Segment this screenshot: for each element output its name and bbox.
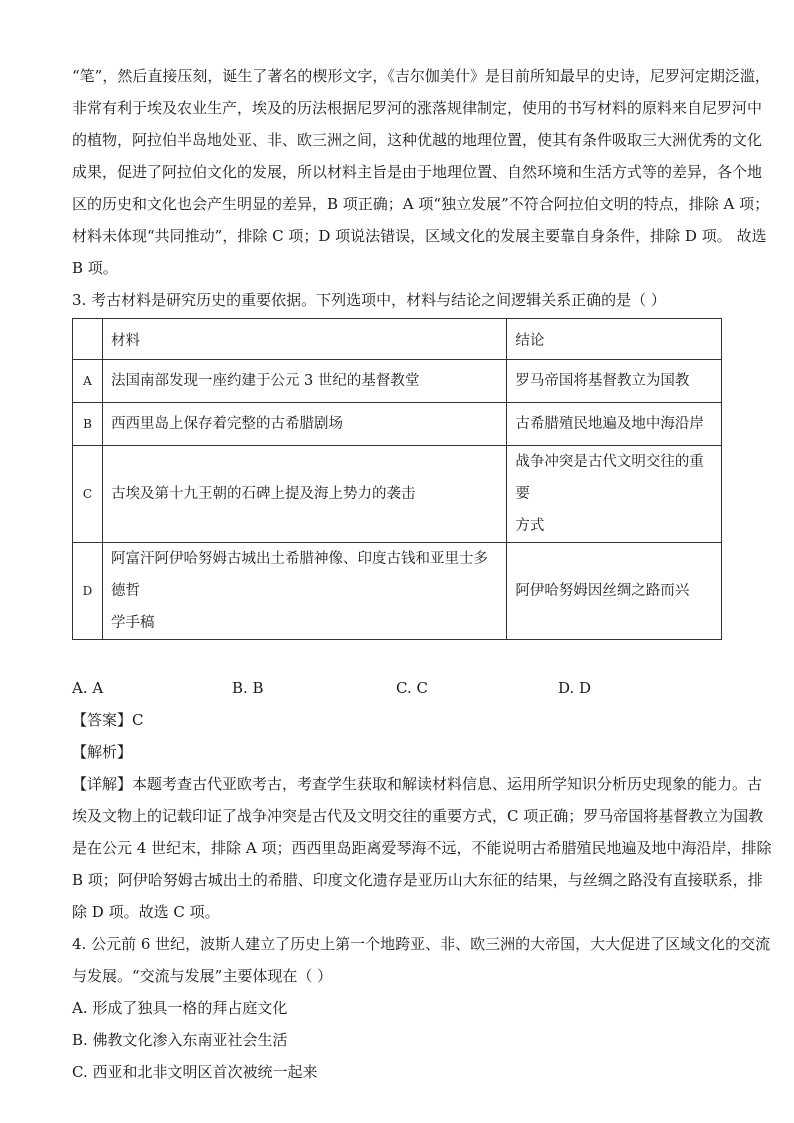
option-b: B. B [232, 679, 264, 697]
text-line: 4. 公元前 6 世纪，波斯人建立了历史上第一个地跨亚、非、欧三洲的大帝国，大大促进了区域文化的交流 [72, 935, 771, 953]
cell-text: 古希腊殖民地遍及地中海沿岸 [515, 416, 704, 432]
document-page [72, 60, 772, 1088]
row-material [102, 403, 506, 446]
row-conclusion [507, 360, 722, 403]
option-d: D. D [558, 679, 592, 697]
text-line: B 项；阿伊哈努姆古城出土的希腊、印度文化遗存是亚历山大东征的结果，与丝绸之路没有直接联系，排 [72, 871, 763, 889]
table-row [73, 403, 722, 446]
row-material [102, 446, 506, 543]
row-conclusion [507, 403, 722, 446]
row-material [102, 543, 506, 640]
option-c: C. C [396, 679, 428, 697]
cell-text: 西西里岛上保存着完整的古希腊剧场 [110, 416, 343, 432]
previous-question-analysis [72, 60, 770, 284]
table-row [73, 446, 722, 543]
table-header-conclusion: 结论 [507, 319, 722, 360]
text-line: 【详解】本题考查古代亚欧考古，考查学生获取和解读材料信息、运用所学知识分析历史现象的能力。古 [72, 775, 763, 793]
table-header-row [73, 319, 722, 360]
option-b: B. 佛教文化渗入东南亚社会生活 [72, 1031, 288, 1049]
cell-text: 阿富汗阿伊哈努姆古城出土希腊神像、印度古钱和亚里士多德哲 [110, 551, 488, 599]
row-label: B [73, 403, 103, 446]
text-line: 埃及文物上的记载印证了战争冲突是古代及文明交往的重要方式，C 项正确；罗马帝国将基督教立为国教 [72, 807, 764, 825]
question-4-stem [72, 928, 771, 992]
question-3-stem: 3. 考古材料是研究历史的重要依据。下列选项中，材料与结论之间逻辑关系正确的是（ ） [72, 291, 666, 309]
table-row [73, 360, 722, 403]
text-line: “笔”，然后直接压刻，诞生了著名的楔形文字，《吉尔伽美什》是目前所知最早的史诗，尼罗河定期泛滥， [72, 67, 770, 85]
text-line: 区的历史和文化也会产生明显的差异，B 项正确；A 项“独立发展”不符合阿拉伯文明的特点，排除 A 项； [72, 195, 770, 213]
table-header-label-cell [73, 319, 103, 360]
text-line: 非常有利于埃及农业生产，埃及的历法根据尼罗河的涨落规律制定，使用的书写材料的原料来自尼罗河中 [72, 99, 763, 117]
text-line: 是在公元 4 世纪末，排除 A 项；西西里岛距离爱琴海不远，不能说明古希腊殖民地遍及地中海沿岸，排除 [72, 839, 772, 857]
cell-text: 阿伊哈努姆因丝绸之路而兴 [515, 583, 690, 599]
question-3-options [72, 672, 722, 704]
option-a: A. 形成了独具一格的拜占庭文化 [72, 999, 288, 1017]
row-conclusion [507, 543, 722, 640]
text-line: B 项。 [72, 259, 118, 277]
option-a: A. A [72, 679, 104, 697]
text-line: 的植物，阿拉伯半岛地处亚、非、欧三洲之间，这种优越的地理位置，使其有条件吸取三大洲优秀的文化 [72, 131, 763, 149]
text-line: 成果，促进了阿拉伯文化的发展，所以材料主旨是由于地理位置、自然环境和生活方式等的差异，各个地 [72, 163, 763, 181]
table-row [73, 543, 722, 640]
text-line: 材料未体现“共同推动”，排除 C 项；D 项说法错误，区域文化的发展主要靠自身条件，排除 D 项。 故选 [72, 227, 767, 245]
analysis-heading: 【解析】 [72, 743, 133, 761]
cell-text: 古埃及第十九王朝的石碑上提及海上势力的袭击 [110, 486, 416, 502]
question-4-options [72, 992, 722, 1088]
question-3-detail [72, 768, 772, 928]
row-material [102, 360, 506, 403]
cell-text: 学手稿 [110, 615, 155, 631]
text-line: 除 D 项。故选 C 项。 [72, 903, 220, 921]
cell-text: 法国南部发现一座约建于公元 3 世纪的基督教堂 [110, 373, 420, 389]
cell-text: 罗马帝国将基督教立为国教 [515, 373, 690, 389]
cell-text: 战争冲突是古代文明交往的重要 [515, 454, 704, 502]
row-label: C [73, 446, 103, 543]
row-label: A [73, 360, 103, 403]
cell-text: 方式 [515, 518, 545, 534]
option-c: C. 西亚和北非文明区首次被统一起来 [72, 1063, 318, 1081]
answer-label: 【答案】C [72, 711, 144, 729]
row-label: D [73, 543, 103, 640]
question-3-table [72, 318, 722, 640]
row-conclusion [507, 446, 722, 543]
table-header-material: 材料 [102, 319, 506, 360]
text-line: 与发展。“交流与发展”主要体现在（ ） [72, 967, 333, 985]
